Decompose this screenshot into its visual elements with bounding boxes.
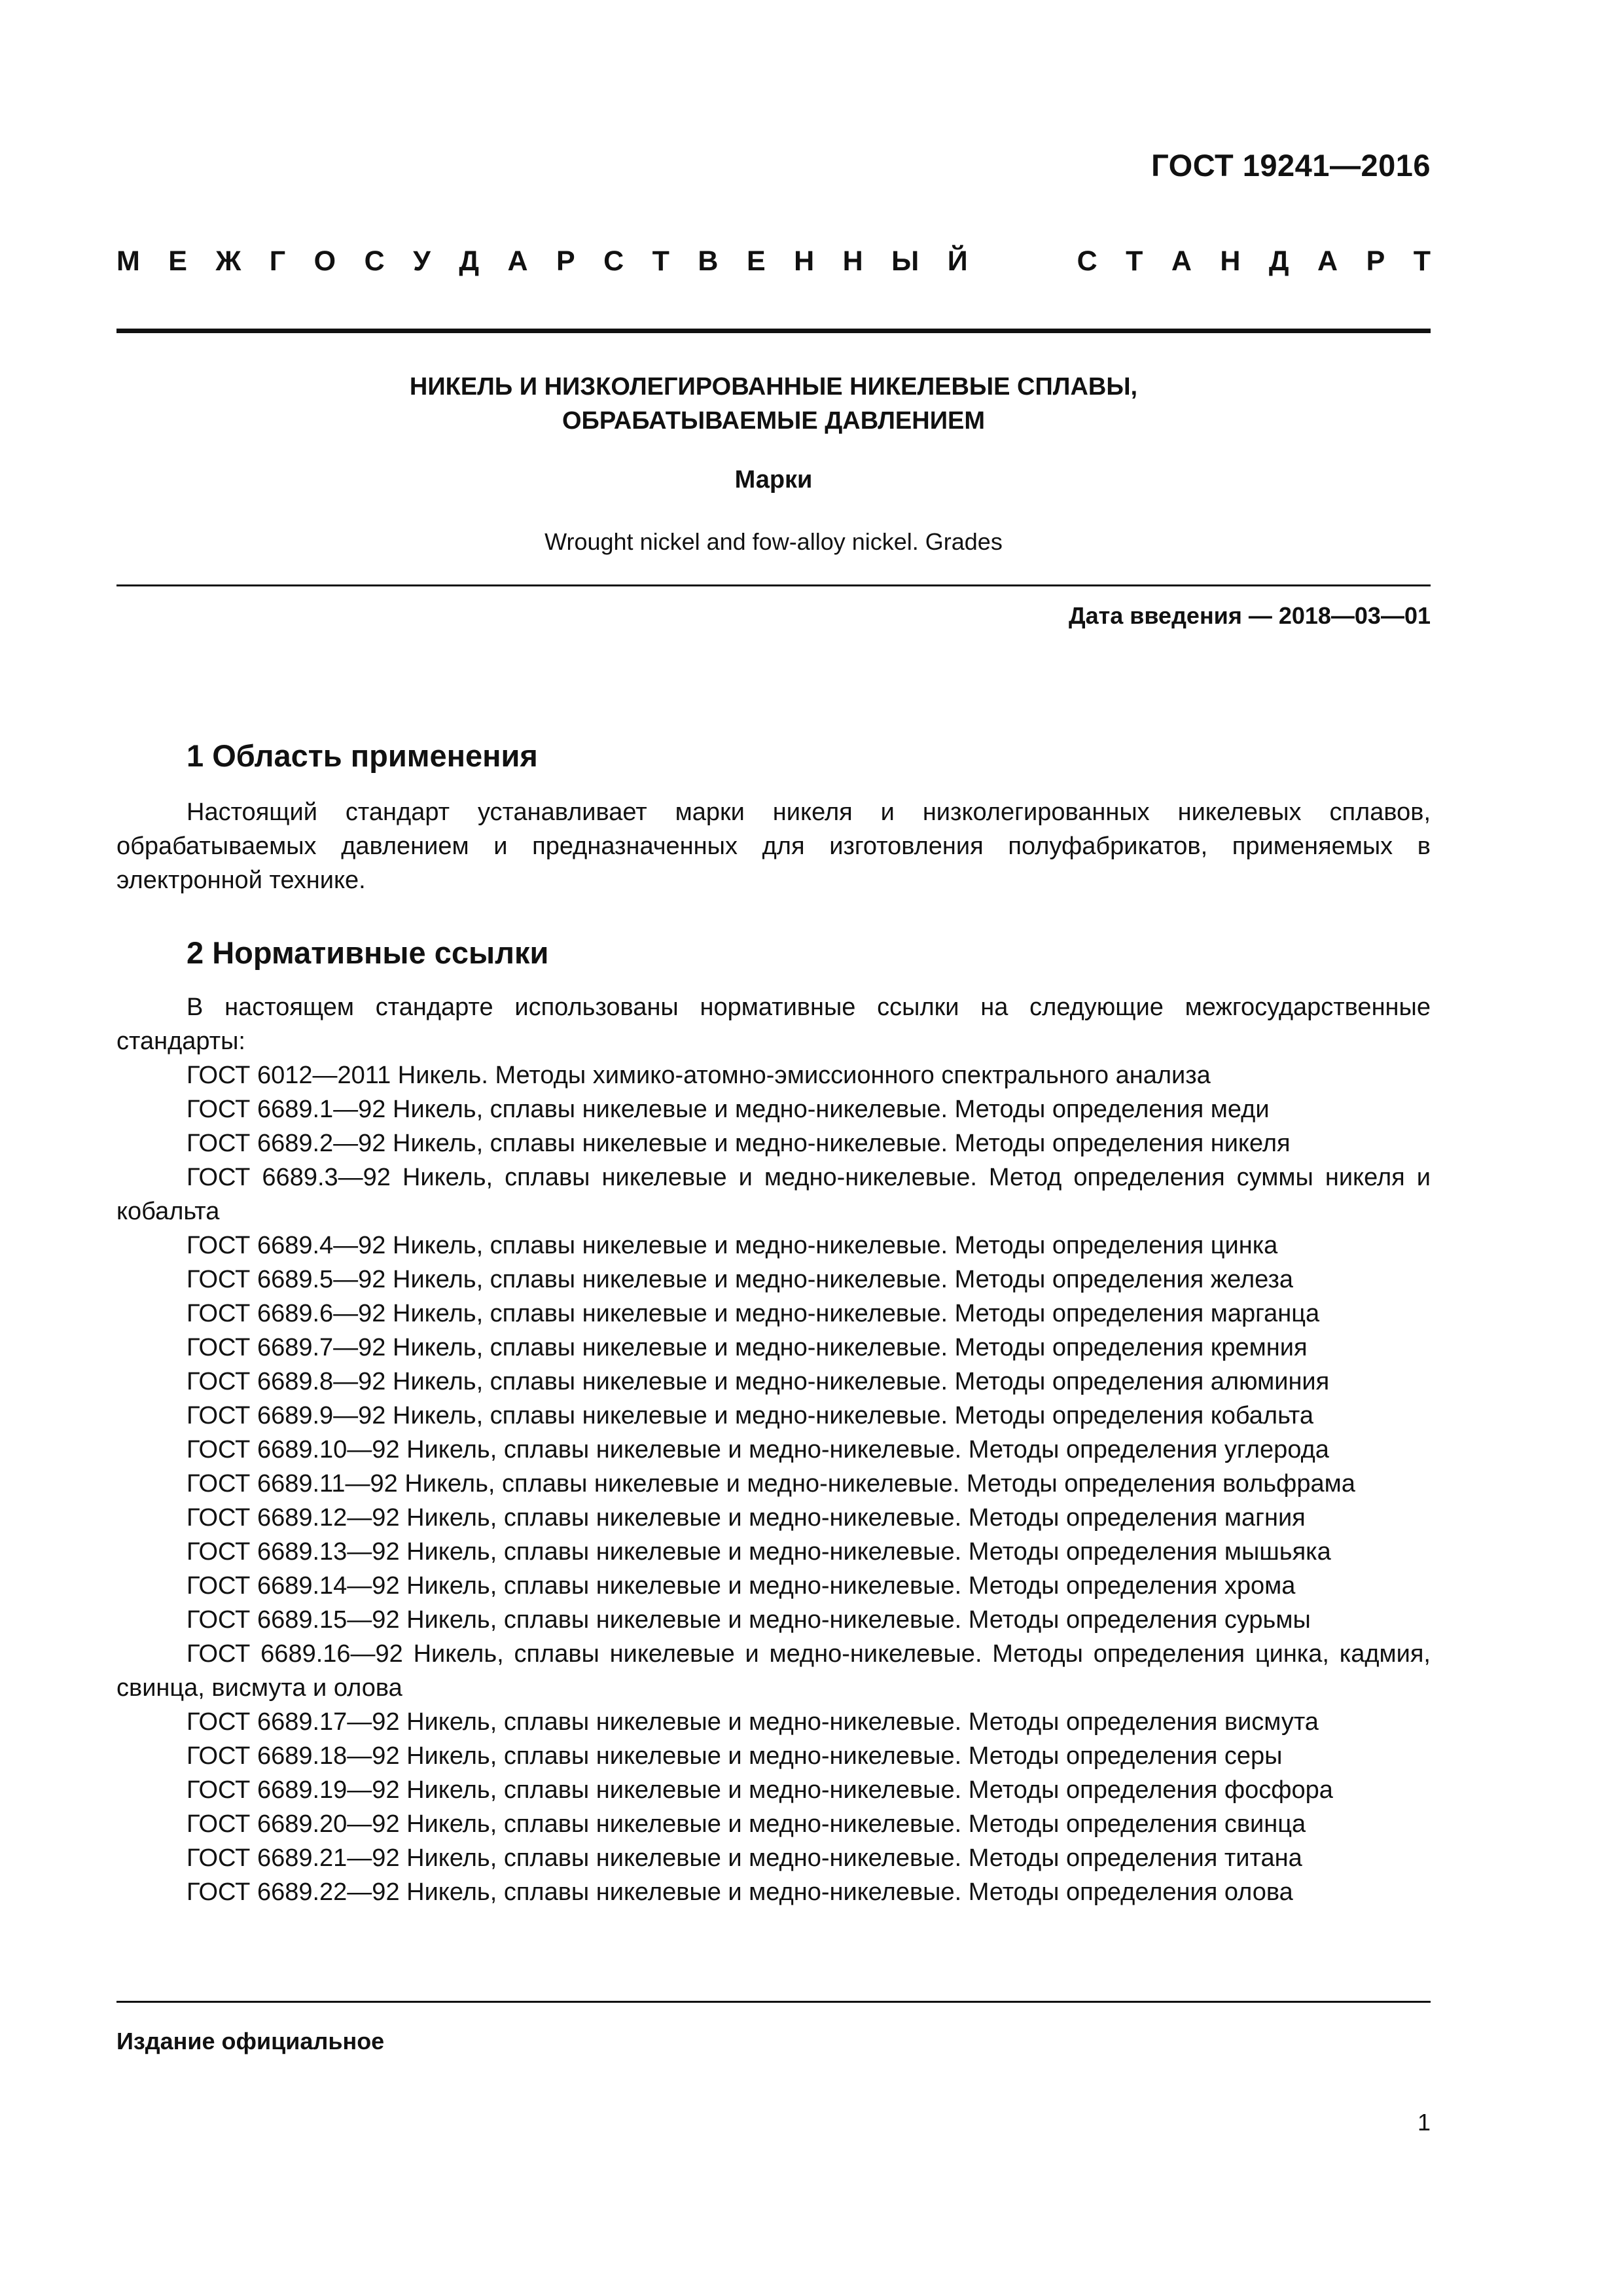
section-2-intro-block — [116, 990, 1431, 1058]
footer-divider — [116, 2001, 1431, 2003]
reference-item: ГОСТ 6689.22—92 Никель, сплавы никелевые и медно-никелевые. Методы определения олова — [187, 1878, 1293, 1906]
header-divider — [116, 329, 1431, 333]
letter: С — [364, 245, 385, 277]
reference-item: ГОСТ 6689.16—92 Никель, сплавы никелевые и медно-никелевые. Методы определения цинка, кадмия, свинца, висмута и олова — [116, 1640, 1431, 1702]
letter: Р — [1366, 245, 1385, 277]
reference-item: ГОСТ 6689.14—92 Никель, сплавы никелевые и медно-никелевые. Методы определения хрома — [187, 1572, 1296, 1600]
section-2-heading: 2 Нормативные ссылки — [187, 935, 549, 970]
reference-item: ГОСТ 6689.17—92 Никель, сплавы никелевые и медно-никелевые. Методы определения висмута — [187, 1708, 1319, 1736]
letter: Т — [652, 245, 669, 277]
english-title: Wrought nickel and fow-alloy nickel. Grades — [544, 528, 1003, 555]
title-line-1: НИКЕЛЬ И НИЗКОЛЕГИРОВАННЫЕ НИКЕЛЕВЫЕ СПЛАВЫ, — [409, 373, 1138, 401]
letter: А — [1317, 245, 1338, 277]
reference-item: ГОСТ 6689.2—92 Никель, сплавы никелевые и медно-никелевые. Методы определения никеля — [187, 1130, 1291, 1157]
reference-item: ГОСТ 6689.5—92 Никель, сплавы никелевые и медно-никелевые. Методы определения железа — [187, 1266, 1294, 1293]
title-line-2: ОБРАБАТЫВАЕМЫЕ ДАВЛЕНИЕМ — [562, 407, 986, 435]
letter: О — [313, 245, 336, 277]
letter: А — [1171, 245, 1192, 277]
document-subtitle: Марки — [734, 466, 813, 493]
section-2-intro: В настоящем стандарте использованы нормативные ссылки на следующие межгосударственные стандарты: — [116, 994, 1431, 1055]
official-edition-label: Издание официальное — [116, 2028, 385, 2054]
letter: Е — [746, 245, 766, 277]
letter: Й — [947, 245, 968, 277]
letter: В — [698, 245, 719, 277]
reference-item: ГОСТ 6689.4—92 Никель, сплавы никелевые и медно-никелевые. Методы определения цинка — [187, 1232, 1278, 1259]
letter: Ж — [215, 245, 241, 277]
gost-number: ГОСТ 19241—2016 — [1151, 148, 1431, 183]
document-title — [116, 370, 1431, 438]
reference-item: ГОСТ 6689.21—92 Никель, сплавы никелевые и медно-никелевые. Методы определения титана — [187, 1844, 1302, 1872]
reference-item: ГОСТ 6689.3—92 Никель, сплавы никелевые и медно-никелевые. Метод определения суммы никеля и кобальта — [116, 1164, 1431, 1225]
word-gap — [996, 247, 1048, 276]
section-1-body — [116, 795, 1431, 897]
reference-item: ГОСТ 6689.6—92 Никель, сплавы никелевые и медно-никелевые. Методы определения марганца — [187, 1300, 1320, 1327]
normative-references-list — [116, 1058, 1431, 1909]
letter: Д — [459, 245, 479, 277]
reference-item: ГОСТ 6689.20—92 Никель, сплавы никелевые и медно-никелевые. Методы определения свинца — [187, 1810, 1306, 1838]
letter: С — [603, 245, 624, 277]
reference-item: ГОСТ 6689.9—92 Никель, сплавы никелевые и медно-никелевые. Методы определения кобальта — [187, 1402, 1314, 1429]
reference-item: ГОСТ 6689.11—92 Никель, сплавы никелевые и медно-никелевые. Методы определения вольфрама — [187, 1470, 1355, 1498]
letter: А — [507, 245, 528, 277]
reference-item: ГОСТ 6689.10—92 Никель, сплавы никелевые и медно-никелевые. Методы определения углерода — [187, 1436, 1329, 1463]
reference-item: ГОСТ 6689.12—92 Никель, сплавы никелевые и медно-никелевые. Методы определения магния — [187, 1504, 1306, 1532]
letter: Т — [1126, 245, 1143, 277]
section-1-heading: 1 Область применения — [187, 738, 538, 773]
letter: Г — [269, 245, 286, 277]
reference-item: ГОСТ 6689.1—92 Никель, сплавы никелевые и медно-никелевые. Методы определения меди — [187, 1096, 1270, 1123]
reference-item: ГОСТ 6012—2011 Никель. Методы химико-атомно-эмиссионного спектрального анализа — [187, 1062, 1211, 1089]
introduction-date: Дата введения — 2018—03—01 — [1068, 602, 1431, 629]
letter: С — [1077, 245, 1097, 277]
letter: Т — [1413, 245, 1431, 277]
standard-type-heading — [116, 247, 1431, 276]
letter: Н — [1220, 245, 1241, 277]
section-1-text: Настоящий стандарт устанавливает марки никеля и низколегированных никелевых сплавов, обрабатываемых давлением и предназначенных для изготовления полуфабрикатов, применяемых в электронной технике. — [116, 798, 1431, 894]
letter: Ы — [891, 245, 919, 277]
letter: Е — [168, 245, 187, 277]
reference-item: ГОСТ 6689.13—92 Никель, сплавы никелевые и медно-никелевые. Методы определения мышьяка — [187, 1538, 1331, 1566]
reference-item: ГОСТ 6689.8—92 Никель, сплавы никелевые и медно-никелевые. Методы определения алюминия — [187, 1368, 1330, 1395]
reference-item: ГОСТ 6689.7—92 Никель, сплавы никелевые и медно-никелевые. Методы определения кремния — [187, 1334, 1308, 1361]
letter: Д — [1268, 245, 1289, 277]
reference-item: ГОСТ 6689.15—92 Никель, сплавы никелевые и медно-никелевые. Методы определения сурьмы — [187, 1606, 1311, 1634]
letter: Р — [556, 245, 575, 277]
reference-item: ГОСТ 6689.18—92 Никель, сплавы никелевые и медно-никелевые. Методы определения серы — [187, 1742, 1283, 1770]
page-number: 1 — [1417, 2109, 1431, 2136]
letter: У — [413, 245, 431, 277]
title-divider — [116, 584, 1431, 586]
letter: Н — [794, 245, 815, 277]
letter: М — [116, 245, 140, 277]
reference-item: ГОСТ 6689.19—92 Никель, сплавы никелевые и медно-никелевые. Методы определения фосфора — [187, 1776, 1333, 1804]
letter: Н — [842, 245, 863, 277]
